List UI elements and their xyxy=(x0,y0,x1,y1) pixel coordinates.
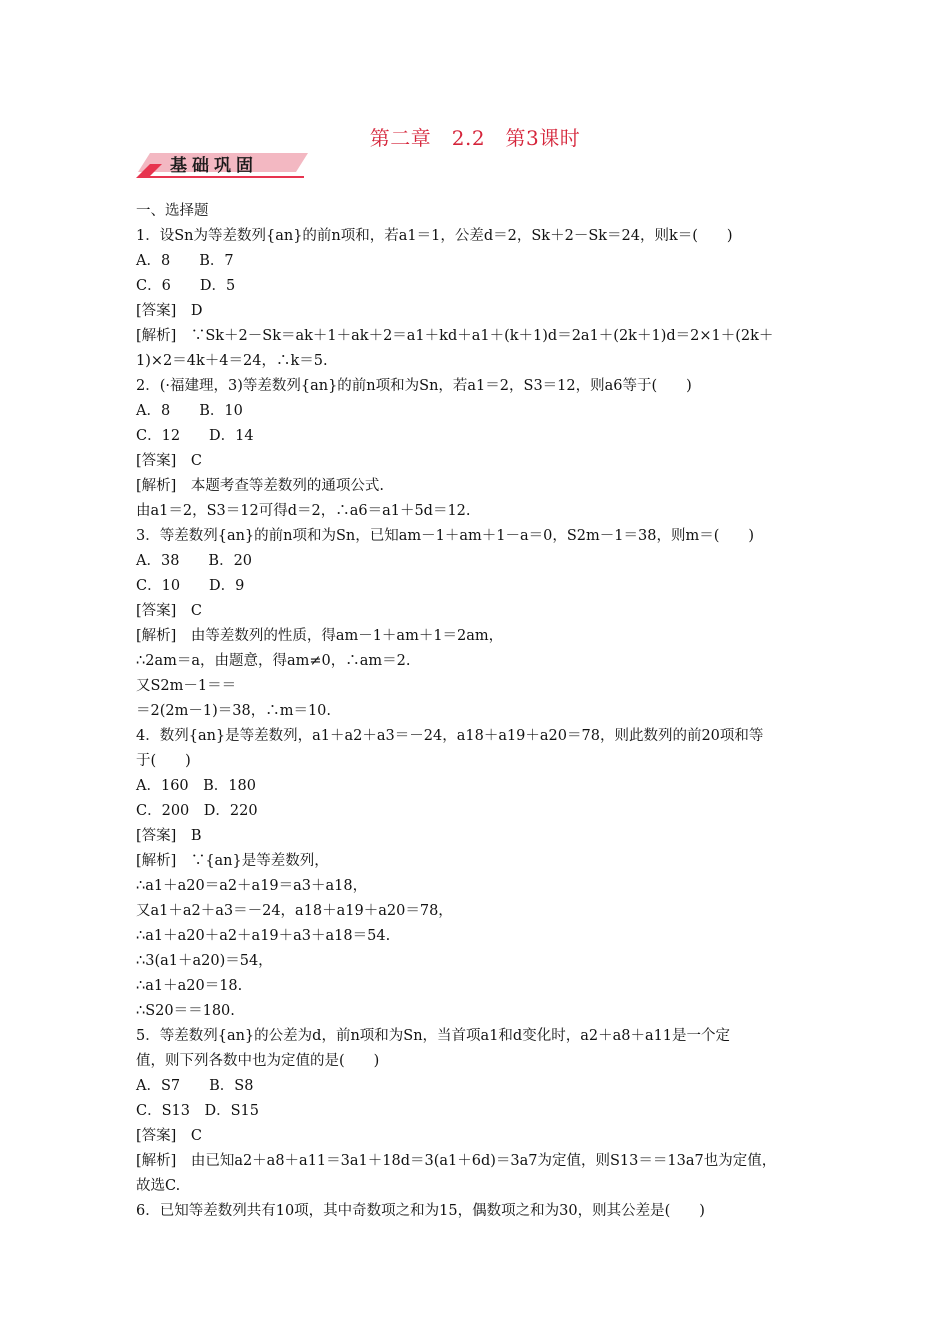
text-line: C．6 D．5 xyxy=(136,278,236,294)
text-line: A．S7 B．S8 xyxy=(136,1078,254,1094)
page-title: 第二章 2.2 第3课时 xyxy=(369,126,581,150)
text-line: 故选C. xyxy=(136,1178,181,1194)
text-line: ∴3(a1＋a20)＝54， xyxy=(136,953,273,969)
text-line: A．160 B．180 xyxy=(136,778,256,794)
text-line: 5．等差数列{an}的公差为d，前n项和为Sn，当首项a1和d变化时，a2＋a8＋a11是一个定 xyxy=(136,1028,731,1044)
text-line: A．38 B．20 xyxy=(136,553,253,569)
section-banner-label: 基础巩固 xyxy=(170,156,258,176)
text-line: C．S13 D．S15 xyxy=(136,1103,259,1119)
text-line: A．8 B．10 xyxy=(136,403,243,419)
text-line: [答案] C xyxy=(136,1128,202,1144)
text-line: 值，则下列各数中也为定值的是( ) xyxy=(136,1053,380,1069)
text-line: ∴a1＋a20＝18. xyxy=(136,978,243,994)
text-line: 1．设Sn为等差数列{an}的前n项和，若a1＝1，公差d＝2，Sk＋2－Sk＝24，则k＝( ) xyxy=(136,228,733,244)
text-line: [解析] 由已知a2＋a8＋a11＝3a1＋18d＝3(a1＋6d)＝3a7为定值，则S13＝＝13a7也为定值， xyxy=(136,1153,777,1169)
text-line: 又a1＋a2＋a3＝－24，a18＋a19＋a20＝78， xyxy=(136,903,453,919)
text-line: C．12 D．14 xyxy=(136,428,254,444)
text-line: [答案] B xyxy=(136,828,202,844)
text-line: 于( ) xyxy=(136,753,191,769)
text-line: 3．等差数列{an}的前n项和为Sn，已知am－1＋am＋1－a＝0，S2m－1＝38，则m＝( ) xyxy=(136,528,755,544)
text-line: ∴a1＋a20＝a2＋a19＝a3＋a18， xyxy=(136,878,368,894)
text-line: [解析] ∵{an}是等差数列， xyxy=(136,853,329,869)
text-line: 由a1＝2，S3＝12可得d＝2，∴a6＝a1＋5d＝12. xyxy=(136,503,471,519)
text-line: [答案] D xyxy=(136,303,203,319)
text-line: ∴2am＝a，由题意，得am≠0，∴am＝2. xyxy=(136,653,411,669)
text-line: C．200 D．220 xyxy=(136,803,258,819)
text-line: A．8 B．7 xyxy=(136,253,234,269)
text-line: ＝2(2m－1)＝38，∴m＝10. xyxy=(136,703,331,719)
text-line: 又S2m－1＝＝ xyxy=(136,678,237,694)
text-line: [解析] 本题考查等差数列的通项公式. xyxy=(136,478,384,494)
text-line: 4．数列{an}是等差数列，a1＋a2＋a3＝－24，a18＋a19＋a20＝78，则此数列的前20项和等 xyxy=(136,728,764,744)
text-line: 1)×2＝4k＋4＝24，∴k＝5. xyxy=(136,353,328,369)
text-line: ∴a1＋a20＋a2＋a19＋a3＋a18＝54. xyxy=(136,928,391,944)
text-line: [答案] C xyxy=(136,453,202,469)
text-line: ∴S20＝＝180. xyxy=(136,1003,235,1019)
text-line: [解析] ∵Sk＋2－Sk＝ak＋1＋ak＋2＝a1＋kd＋a1＋(k＋1)d＝2a1＋(2k＋1)d＝2×1＋(2k＋ xyxy=(136,328,774,344)
text-line: 一、选择题 xyxy=(136,203,209,219)
text-line: [答案] C xyxy=(136,603,202,619)
text-line: C．10 D．9 xyxy=(136,578,245,594)
text-line: 2．(·福建理，3)等差数列{an}的前n项和为Sn，若a1＝2，S3＝12，则a6等于( ) xyxy=(136,378,692,394)
text-line: 6．已知等差数列共有10项，其中奇数项之和为15，偶数项之和为30，则其公差是( ) xyxy=(136,1203,705,1219)
text-line: [解析] 由等差数列的性质，得am－1＋am＋1＝2am， xyxy=(136,628,504,644)
document-body xyxy=(136,199,826,1224)
